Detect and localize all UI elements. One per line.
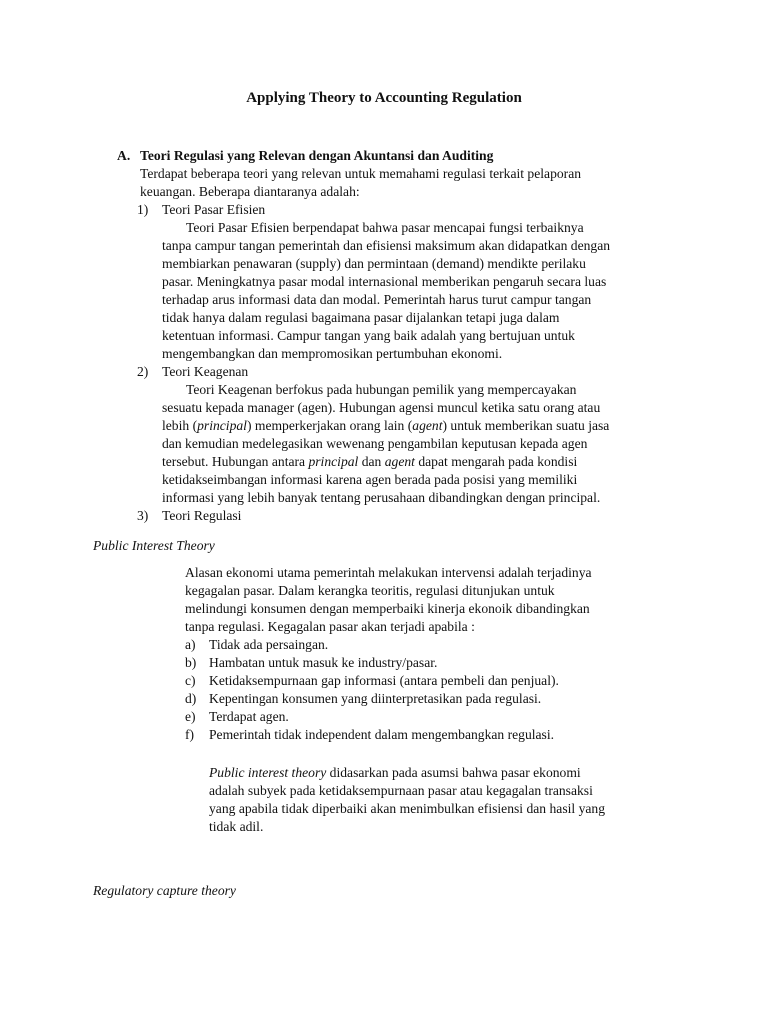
item-number: 1) (137, 202, 149, 217)
paragraph-line: ketidakseimbangan informasi karena agen berada pada posisi yang memiliki (162, 472, 578, 487)
section-a-intro (117, 165, 687, 201)
list-item-teori-regulasi (117, 507, 687, 525)
paragraph-line: mengembangkan dan mempromosikan pertumbuhan ekonomi. (162, 346, 503, 361)
list-item: d) Kepentingan konsumen yang diinterpretasikan pada regulasi. (185, 691, 542, 706)
list-item: c) Ketidaksempurnaan gap informasi (antara pembeli dan penjual). (185, 673, 559, 688)
section-a-marker: A. (117, 148, 131, 163)
paragraph-line: tidak adil. (209, 819, 264, 834)
item-label: Teori Pasar Efisien (162, 202, 266, 217)
paragraph-line: tersebut. Hubungan antara principal dan agent dapat mengarah pada kondisi (162, 454, 578, 469)
paragraph-line: ketentuan informasi. Campur tangan yang baik adalah yang bertujuan untuk (162, 328, 575, 343)
regulatory-capture-heading: Regulatory capture theory (93, 883, 236, 898)
public-interest-heading: Public Interest Theory (93, 538, 215, 553)
paragraph-line: informasi yang lebih banyak tentang perusahaan dibandingkan dengan principal. (162, 490, 601, 505)
public-interest-body (185, 564, 675, 744)
paragraph-line: dan kemudian medelegasikan wewenang pengambilan keputusan kepada agen (162, 436, 588, 451)
list-item-pasar-efisien (117, 201, 687, 219)
paragraph-line: tidak hanya dalam regulasi bagaimana pasar dijalankan tetapi juga dalam (162, 310, 560, 325)
paragraph-line: Teori Pasar Efisien berpendapat bahwa pasar mencapai fungsi terbaiknya (186, 220, 584, 235)
term-principal: principal (308, 454, 359, 469)
paragraph-line: Alasan ekonomi utama pemerintah melakukan intervensi adalah terjadinya (185, 565, 592, 580)
paragraph-line: terhadap arus informasi data dan modal. Pemerintah harus turut campur tangan (162, 292, 592, 307)
paragraph-line: kegagalan pasar. Dalam kerangka teoritis, regulasi ditunjukan untuk (185, 583, 555, 598)
section-a (117, 147, 687, 525)
list-item: a) Tidak ada persaingan. (185, 637, 329, 652)
section-a-heading-text: Teori Regulasi yang Relevan dengan Akuntansi dan Auditing (140, 148, 494, 163)
paragraph-line: pasar. Meningkatnya pasar modal internasional memberikan pengaruh secara luas (162, 274, 607, 289)
public-interest-note (209, 764, 679, 836)
paragraph-line: Teori Keagenan berfokus pada hubungan pemilik yang mempercayakan (186, 382, 577, 397)
paragraph-line: tanpa regulasi. Kegagalan pasar akan terjadi apabila : (185, 619, 475, 634)
item-label: Teori Keagenan (162, 364, 249, 379)
list-item: e) Terdapat agen. (185, 709, 289, 724)
list-item: f) Pemerintah tidak independent dalam mengembangkan regulasi. (185, 727, 555, 742)
paragraph-line: lebih (principal) memperkerjakan orang lain (agent) untuk memberikan suatu jasa (162, 418, 610, 433)
paragraph-line: adalah subyek pada ketidaksempurnaan pasar atau kegagalan transaksi (209, 783, 593, 798)
paragraph-line: tanpa campur tangan pemerintah dan efisiensi maksimum akan didapatkan dengan (162, 238, 611, 253)
term-principal: principal (197, 418, 247, 433)
paragraph-pasar-efisien (117, 219, 687, 363)
paragraph-line: Public interest theory didasarkan pada asumsi bahwa pasar ekonomi (209, 765, 581, 780)
term-agent: agent (384, 454, 415, 469)
term-public-interest-theory: Public interest theory (209, 765, 327, 780)
list-item-keagenan (117, 363, 687, 381)
paragraph-line: yang apabila tidak diperbaiki akan menimbulkan efisiensi dan hasil yang (209, 801, 605, 816)
intro-line: Terdapat beberapa teori yang relevan untuk memahami regulasi terkait pelaporan (140, 166, 582, 181)
section-a-heading (117, 147, 687, 165)
item-number: 2) (137, 364, 149, 379)
intro-line: keuangan. Beberapa diantaranya adalah: (140, 184, 360, 199)
term-agent: agent (412, 418, 443, 433)
item-label: Teori Regulasi (162, 508, 242, 523)
page-title: Applying Theory to Accounting Regulation (246, 90, 522, 106)
item-number: 3) (137, 508, 149, 523)
paragraph-line: melindungi konsumen dengan memperbaiki kinerja ekonoik dibandingkan (185, 601, 590, 616)
list-item: b) Hambatan untuk masuk ke industry/pasar. (185, 655, 438, 670)
paragraph-line: sesuatu kepada manager (agen). Hubungan agensi muncul ketika satu orang atau (162, 400, 601, 415)
paragraph-line: membiarkan penawaran (supply) dan permintaan (demand) mendikte perilaku (162, 256, 586, 271)
paragraph-keagenan (117, 381, 687, 507)
